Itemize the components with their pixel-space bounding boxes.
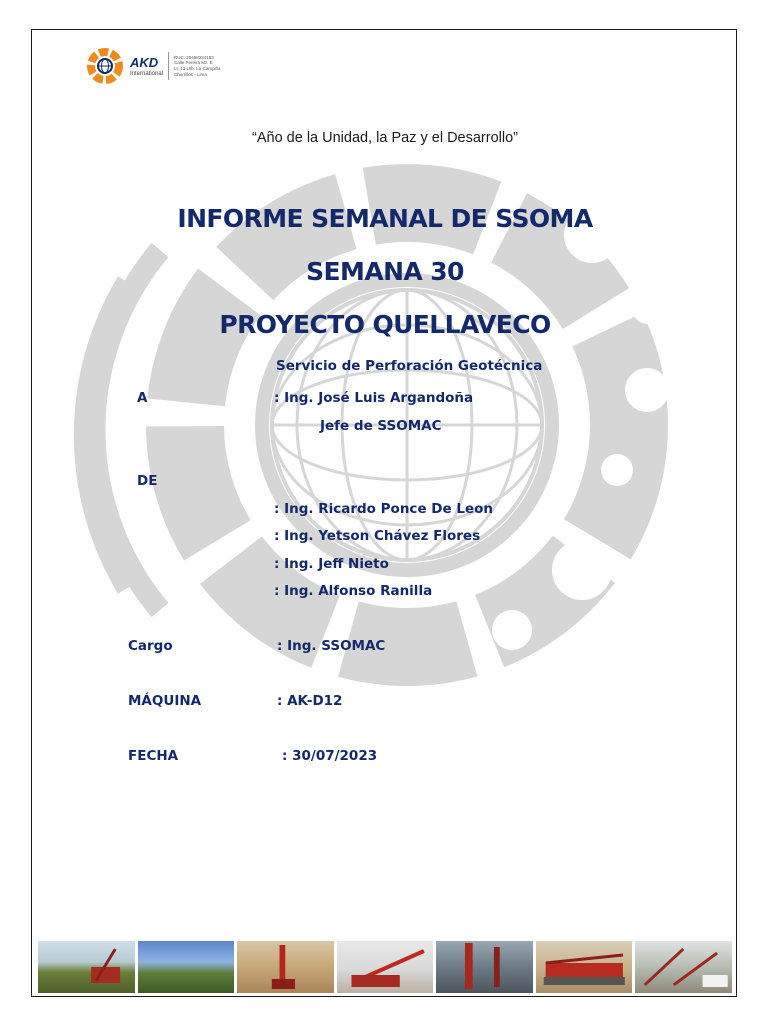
brand-sub: International [130, 70, 164, 77]
project-title: PROYECTO QUELLAVECO [219, 310, 551, 339]
company-logo [84, 46, 221, 86]
photo-tracked-rig [536, 941, 633, 993]
date-value: : 30/07/2023 [282, 748, 378, 764]
photo-field-site [138, 941, 235, 993]
brand-name: AKD [130, 54, 159, 70]
from-value: : Ing. Ricardo Ponce De Leon [274, 501, 493, 517]
cargo-value: : Ing. SSOMAC [277, 638, 386, 654]
week-title: SEMANA 30 [306, 257, 464, 286]
photo-camp-rig [635, 941, 732, 993]
from-value: : Ing. Alfonso Ranilla [274, 583, 433, 599]
report-title: INFORME SEMANAL DE SSOMA [177, 204, 593, 233]
date-label: FECHA [128, 748, 179, 764]
logo-divider [168, 52, 169, 80]
machine-value: : AK-D12 [277, 693, 343, 709]
motto: “Año de la Unidad, la Paz y el Desarrollo” [252, 130, 518, 146]
from-value: : Ing. Yetson Chávez Flores [274, 528, 481, 544]
cargo-label: Cargo [128, 638, 173, 654]
to-label: A [137, 390, 148, 406]
info-line: Calle Pereira Mz. E [174, 60, 213, 66]
service-subtitle: Servicio de Perforación Geotécnica [276, 358, 543, 374]
machine-label: MÁQUINA [128, 693, 202, 709]
from-value: : Ing. Jeff Nieto [274, 556, 389, 572]
photo-tower [436, 941, 533, 993]
photo-strip [38, 941, 732, 993]
from-label: DE [137, 473, 158, 489]
page-frame [31, 29, 737, 997]
to-value: : Ing. José Luis Argandoña [274, 390, 474, 406]
to-role: Jefe de SSOMAC [320, 418, 442, 434]
company-info [174, 55, 221, 78]
photo-drill-rig [38, 941, 135, 993]
gear-logo-icon [84, 45, 126, 87]
info-line: Lt. 13 Urb. La Campiña [174, 66, 221, 71]
info-line: Chorrillos - Lima [174, 71, 207, 77]
photo-truck-rig [337, 941, 434, 993]
info-line: RUC: 20458234183 [174, 54, 214, 60]
photo-mast [237, 941, 334, 993]
